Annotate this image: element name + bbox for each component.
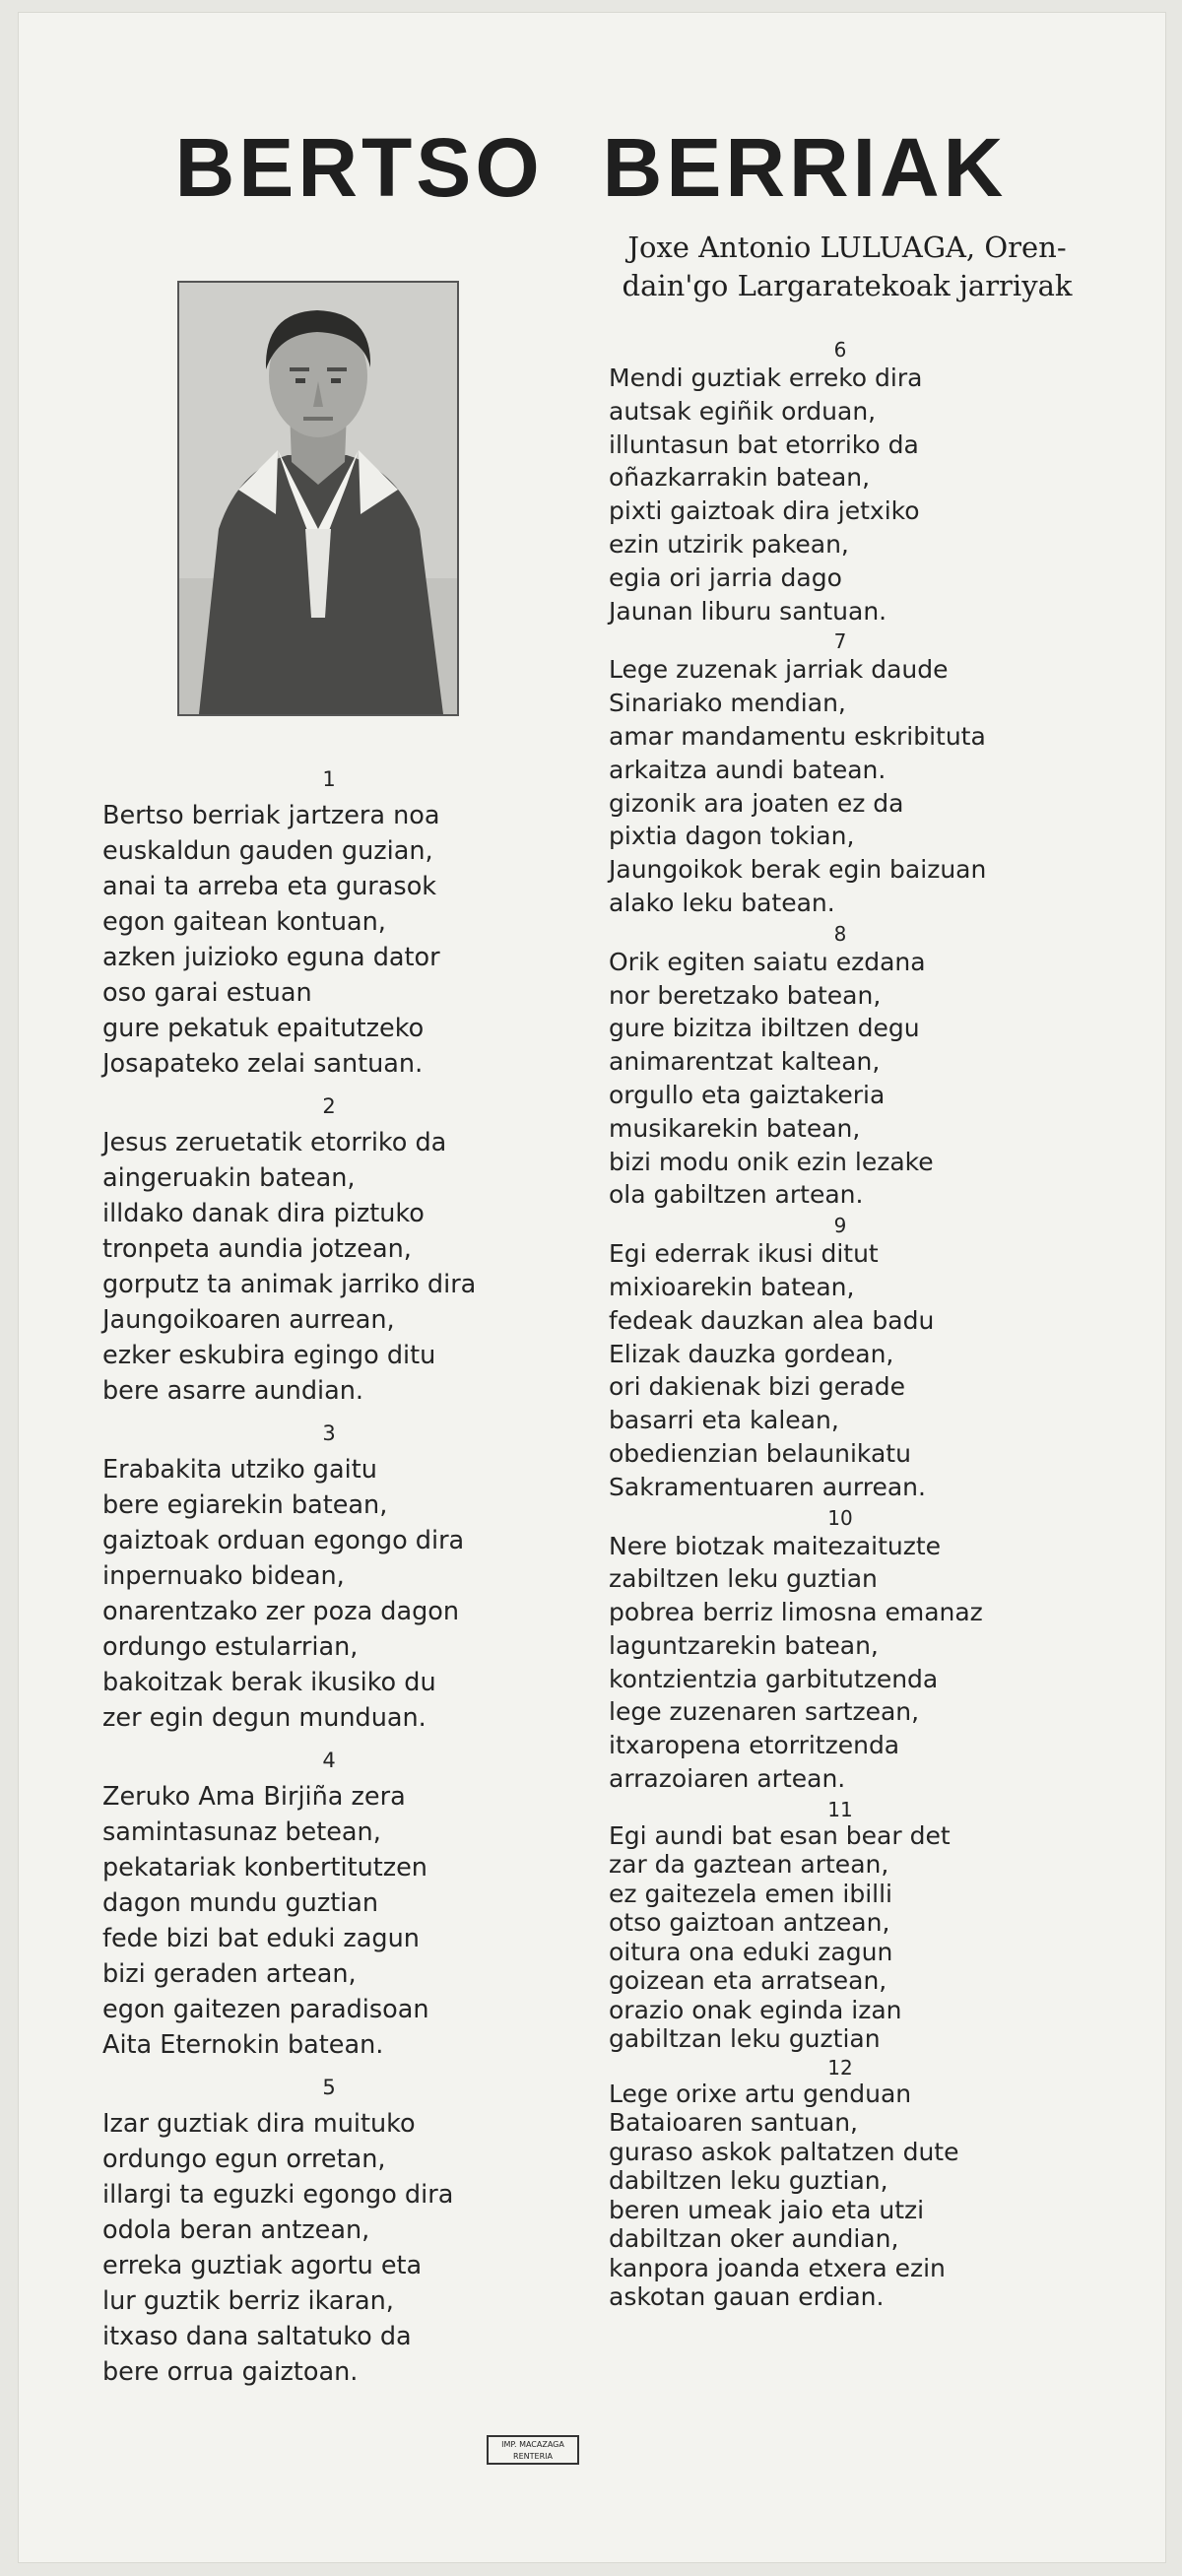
verse-line: lege zuzenaren sartzean,: [609, 1697, 920, 1727]
verse-line: dabiltzan oker aundian,: [609, 2224, 899, 2254]
stanza-number: 8: [833, 921, 847, 946]
verse-line: alako leku batean.: [609, 888, 835, 917]
verse-line: fede bizi bat eduki zagun: [102, 1924, 420, 1953]
verse-line: gizonik ara joaten ez da: [609, 788, 904, 818]
stanza: [102, 798, 556, 1082]
verse-line: Lege zuzenak jarriak daude: [609, 655, 949, 685]
verse-line: bizi geraden artean,: [102, 1959, 357, 1989]
verse-line: dagon mundu guztian: [102, 1888, 379, 1918]
stanza: [609, 1530, 1072, 1796]
verse-line: samintasunaz betean,: [102, 1817, 381, 1847]
verse-line: bere orrua gaiztoan.: [102, 2357, 359, 2387]
stanza: [609, 946, 1072, 1212]
verse-line: illuntasun bat etorriko da: [609, 429, 919, 459]
verse-line: gure pekatuk epaitutzeko: [102, 1014, 425, 1043]
verse-line: Egi ederrak ikusi ditut: [609, 1239, 879, 1269]
stanza: [102, 1452, 556, 1736]
verse-line: Egi aundi bat esan bear det: [609, 1820, 951, 1850]
verse-line: fedeak dauzkan alea badu: [609, 1305, 935, 1335]
verse-line: ordungo estularrian,: [102, 1632, 359, 1662]
stanza: [102, 2106, 556, 2390]
verse-line: beren umeak jaio eta utzi: [609, 2195, 925, 2224]
verse-line: bere egiarekin batean,: [102, 1490, 388, 1520]
verse-line: ola gabiltzen artean.: [609, 1180, 864, 1210]
verse-line: onarentzako zer poza dagon: [102, 1597, 460, 1626]
verse-line: Jaungoikok berak egin baizuan: [609, 855, 987, 885]
verse-line: obedienzian belaunikatu: [609, 1438, 911, 1468]
verse-line: goizean eta arratsean,: [609, 1966, 887, 1996]
verse-line: ori dakienak bizi gerade: [609, 1372, 905, 1402]
verse-line: illargi ta eguzki egongo dira: [102, 2180, 454, 2210]
verse-line: dabiltzen leku guztian,: [609, 2166, 888, 2196]
verse-line: Izar guztiak dira muituko: [102, 2109, 416, 2139]
verse-line: orazio onak eginda izan: [609, 1995, 902, 2024]
printer-stamp-line-1: IMP. MACAZAGA: [501, 2440, 564, 2449]
verse-line: ezker eskubira egingo ditu: [102, 1341, 436, 1370]
verse-line: azken juizioko eguna dator: [102, 943, 440, 972]
verse-line: bere asarre aundian.: [102, 1376, 363, 1406]
stanza-number: 1: [322, 767, 336, 791]
title-word-1: BERTSO: [174, 121, 544, 214]
stanza: [609, 362, 1072, 627]
stanza: [102, 1779, 556, 2063]
stanza-number: 2: [322, 1094, 336, 1118]
verse-line: euskaldun gauden guzian,: [102, 836, 433, 866]
poster-title: [0, 121, 1182, 214]
verse-line: pekatariak konbertitutzen: [102, 1853, 427, 1882]
verse-line: Jesus zeruetatik etorriko da: [102, 1128, 447, 1157]
left-column: [102, 759, 556, 2400]
verse-line: laguntzarekin batean,: [609, 1630, 879, 1660]
title-word-2: BERRIAK: [602, 121, 1008, 214]
stanza: [609, 2080, 1072, 2312]
verse-line: ezin utzirik pakean,: [609, 529, 849, 559]
verse-line: ez gaitezela emen ibilli: [609, 1879, 892, 1908]
author-line-1: Joxe Antonio LULUAGA, Oren-: [627, 231, 1067, 264]
verse-line: egia ori jarria dago: [609, 562, 842, 592]
verse-line: Orik egiten saiatu ezdana: [609, 947, 926, 976]
stanza: [609, 1237, 1072, 1503]
stanza-number: 10: [827, 1505, 853, 1530]
verse-line: gorputz ta animak jarriko dira: [102, 1270, 477, 1299]
stanza-number: 9: [833, 1214, 847, 1238]
stanza-number: 11: [827, 1797, 853, 1821]
verse-line: pixtia dagon tokian,: [609, 822, 855, 851]
verse-line: oñazkarrakin batean,: [609, 463, 871, 493]
verse-line: arkaitza aundi batean.: [609, 755, 886, 784]
verse-line: tronpeta aundia jotzean,: [102, 1234, 412, 1264]
verse-line: Aita Eternokin batean.: [102, 2030, 384, 2060]
right-column: [609, 338, 1072, 2314]
verse-line: Mendi guztiak erreko dira: [609, 363, 923, 392]
printer-stamp-line-2: RENTERIA: [513, 2452, 553, 2461]
stanza: [609, 1821, 1072, 2054]
verse-line: Bataioaren santuan,: [609, 2108, 859, 2138]
verse-line: guraso askok paltatzen dute: [609, 2137, 959, 2166]
verse-line: gabiltzan leku guztian: [609, 2024, 881, 2054]
stanza: [102, 1125, 556, 1409]
stanza-number: 12: [827, 2055, 853, 2080]
verse-line: pobrea berriz limosna emanaz: [609, 1598, 983, 1627]
verse-line: otso gaiztoan antzean,: [609, 1908, 890, 1938]
verse-line: egon gaitean kontuan,: [102, 907, 386, 937]
verse-line: Jaunan liburu santuan.: [609, 596, 887, 626]
verse-line: bakoitzak berak ikusiko du: [102, 1668, 436, 1697]
verse-line: zabiltzen leku guztian: [609, 1564, 878, 1594]
verse-line: Bertso berriak jartzera noa: [102, 801, 440, 830]
stanza-number: 5: [322, 2076, 336, 2099]
verse-line: Sakramentuaren aurrean.: [609, 1472, 926, 1501]
verse-line: Erabakita utziko gaitu: [102, 1455, 377, 1485]
verse-line: zar da gaztean artean,: [609, 1850, 889, 1880]
verse-line: bizi modu onik ezin lezake: [609, 1147, 934, 1176]
verse-line: oitura ona eduki zagun: [609, 1937, 893, 1966]
verse-line: Elizak dauzka gordean,: [609, 1339, 894, 1368]
verse-line: musikarekin batean,: [609, 1113, 861, 1143]
verse-line: oso garai estuan: [102, 978, 312, 1008]
verse-line: lur guztik berriz ikaran,: [102, 2286, 394, 2316]
verse-line: pixti gaiztoak dira jetxiko: [609, 496, 920, 526]
portrait-photo: [177, 281, 459, 716]
verse-line: zer egin degun munduan.: [102, 1703, 427, 1733]
verse-line: basarri eta kalean,: [609, 1406, 839, 1435]
verse-line: amar mandamentu eskribituta: [609, 721, 986, 751]
verse-line: mixioarekin batean,: [609, 1272, 855, 1301]
verse-line: itxaropena etorritzenda: [609, 1731, 900, 1760]
stanza-number: 4: [322, 1749, 336, 1772]
verse-line: autsak egiñik orduan,: [609, 396, 877, 426]
verse-line: orgullo eta gaiztakeria: [609, 1080, 886, 1109]
verse-line: illdako danak dira piztuko: [102, 1199, 425, 1228]
verse-line: Sinariako mendian,: [609, 689, 846, 718]
verse-line: ordungo egun orretan,: [102, 2145, 386, 2174]
verse-line: itxaso dana saltatuko da: [102, 2322, 412, 2351]
verse-line: egon gaitezen paradisoan: [102, 1995, 429, 2024]
stanza-number: 3: [322, 1421, 336, 1445]
author-line-2: dain'go Largaratekoak jarriyak: [622, 269, 1073, 302]
verse-line: odola beran antzean,: [102, 2215, 370, 2245]
verse-line: Jaungoikoaren aurrean,: [102, 1305, 395, 1335]
verse-line: Nere biotzak maitezaituzte: [609, 1531, 942, 1560]
verse-line: inpernuako bidean,: [102, 1561, 345, 1591]
stanza-number: 7: [833, 629, 847, 654]
verse-line: Zeruko Ama Birjiña zera: [102, 1782, 406, 1812]
verse-line: kontzientzia garbitutzenda: [609, 1664, 939, 1693]
verse-line: aingeruakin batean,: [102, 1163, 356, 1193]
verse-line: askotan gauan erdian.: [609, 2282, 885, 2312]
verse-line: anai ta arreba eta gurasok: [102, 872, 437, 901]
verse-line: kanpora joanda etxera ezin: [609, 2253, 946, 2282]
verse-line: arrazoiaren artean.: [609, 1764, 846, 1794]
stanza-number: 6: [833, 338, 847, 362]
verse-line: nor beretzako batean,: [609, 980, 882, 1010]
printer-stamp: [487, 2435, 579, 2465]
author-credit: [591, 229, 1103, 305]
verse-line: gure bizitza ibiltzen degu: [609, 1014, 920, 1043]
stanza: [609, 653, 1072, 919]
verse-line: animarentzat kaltean,: [609, 1047, 881, 1077]
portrait-photo-icon: [179, 283, 457, 714]
verse-line: gaiztoak orduan egongo dira: [102, 1526, 465, 1555]
verse-line: Lege orixe artu genduan: [609, 2079, 912, 2108]
verse-line: erreka guztiak agortu eta: [102, 2251, 423, 2280]
verse-line: Josapateko zelai santuan.: [102, 1049, 424, 1079]
